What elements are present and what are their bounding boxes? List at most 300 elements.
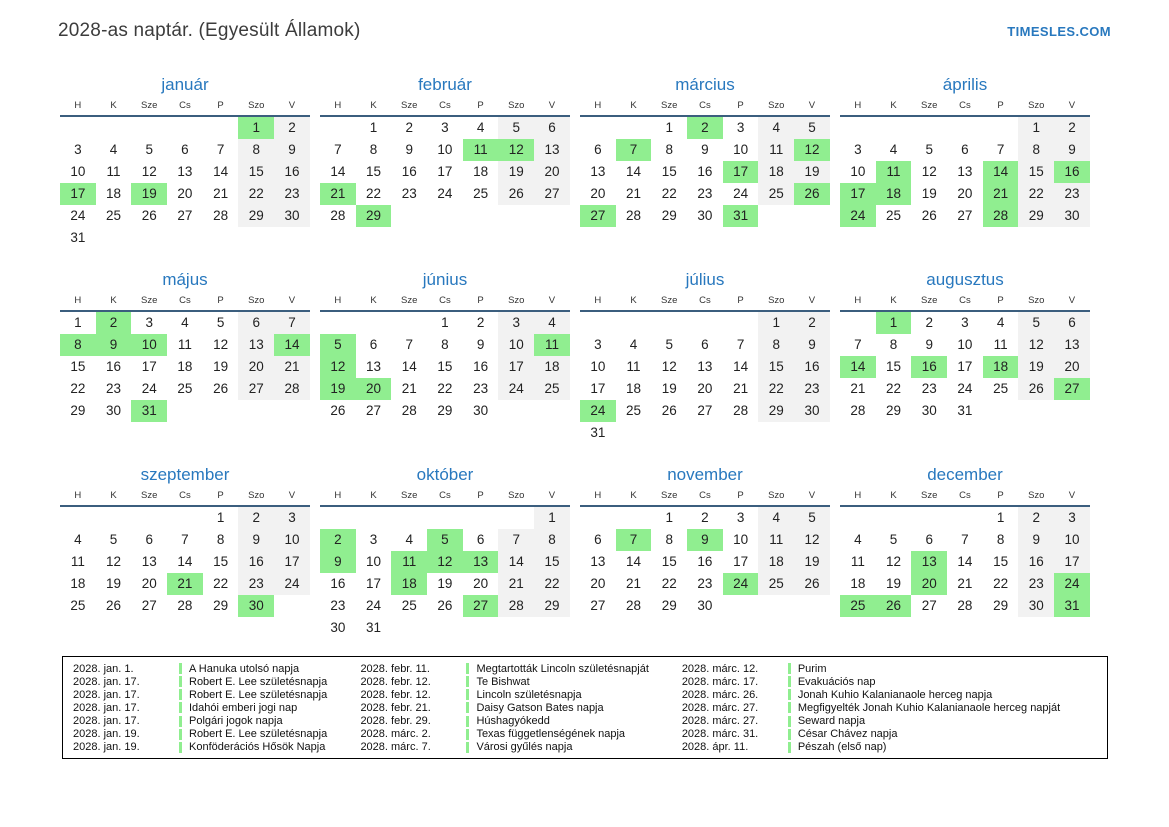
legend-date: 2028. febr. 21. [360,701,431,714]
legend-date: 2028. márc. 17. [681,675,759,688]
day-cell: 23 [274,183,310,205]
day-cell: 27 [957,208,973,223]
weekday-header: P [217,100,224,111]
day-cell: 13 [141,554,157,569]
day-cell: 5 [320,334,356,356]
day-cell: 27 [590,598,606,613]
day-cell: 12 [794,139,830,161]
day-cell: 28 [177,598,193,613]
day-cell: 22 [534,573,570,595]
day-cell: 10 [131,334,167,356]
legend-label: Evakuációs nap [797,675,876,688]
day-cell: 18 [758,551,794,573]
legend-date: 2028. febr. 29. [360,715,431,728]
day-cell: 13 [957,164,973,179]
day-cell: 5 [498,117,534,139]
day-cell: 16 [1018,551,1054,573]
day-cell: 12 [320,356,356,378]
holiday-tick-icon [466,689,469,700]
holiday-tick-icon [466,663,469,674]
day-cell: 8 [665,532,673,547]
weekday-header: Szo [248,100,265,111]
weekday-header: Szo [768,490,785,501]
day-cell: 6 [701,337,709,352]
day-cell: 29 [661,208,677,223]
day-cell: 22 [70,381,86,396]
week-row [840,378,1090,400]
legend-row [358,688,679,701]
day-cell: 14 [401,359,417,374]
day-cell: 26 [213,381,229,396]
day-cell [274,227,310,249]
day-cell: 6 [594,142,602,157]
week-row [60,356,310,378]
day-cell: 16 [911,356,947,378]
day-cell [616,312,652,334]
weekday-header-row [840,488,1090,507]
day-cell: 2 [794,312,830,334]
day-cell [723,595,759,617]
day-cell: 4 [996,315,1005,330]
day-cell [463,507,499,529]
day-cell: 8 [216,532,225,547]
day-cell: 23 [1054,183,1090,205]
day-cell: 28 [626,208,642,223]
day-cell: 16 [473,359,489,374]
month-title: szeptember [140,465,230,484]
day-cell: 5 [665,337,673,352]
day-cell: 25 [758,573,794,595]
day-cell: 8 [369,142,378,157]
month-calendar [580,462,830,642]
day-cell: 26 [330,403,346,418]
day-cell: 9 [701,142,709,157]
weekday-header: P [217,295,224,306]
day-cell: 13 [177,164,193,179]
month-calendar [580,72,830,252]
day-cell: 5 [794,507,830,529]
weekday-header: Szo [1028,490,1045,501]
legend-label: Konföderációs Hősök Napja [189,741,326,754]
day-cell: 5 [925,142,933,157]
day-cell [320,312,356,334]
day-cell: 29 [758,400,794,422]
day-cell: 20 [957,186,973,201]
day-cell: 31 [1054,595,1090,617]
day-cell: 8 [441,337,449,352]
brand-link[interactable]: TIMESLES.COM [1007,24,1111,39]
day-cell: 8 [996,532,1005,547]
day-cell [758,595,794,617]
week-row [580,183,830,205]
day-cell: 9 [96,334,132,356]
weekday-header: Szo [248,295,265,306]
day-cell: 18 [626,381,642,396]
day-cell: 16 [106,359,122,374]
week-row [840,205,1090,227]
legend-date: 2028. febr. 12. [360,688,431,701]
day-cell: 14 [957,554,973,569]
legend-row [358,715,679,728]
weekday-header: Cs [439,490,451,501]
day-cell [1018,400,1054,422]
day-cell [203,227,239,249]
week-row [840,117,1090,139]
day-cell [463,205,499,227]
day-cell: 1 [238,117,274,139]
day-cell: 26 [106,598,122,613]
day-cell: 19 [498,161,534,183]
day-cell: 19 [886,576,902,591]
weekday-header: Cs [699,490,711,501]
day-cell: 11 [758,139,794,161]
day-cell: 29 [437,403,453,418]
day-cell: 16 [274,161,310,183]
day-cell: 9 [925,337,933,352]
legend-row [71,688,358,701]
weekday-header: K [370,100,377,111]
holiday-tick-icon [788,676,791,687]
day-cell [687,422,723,444]
day-cell [238,227,274,249]
week-row [60,161,310,183]
legend-row [71,741,358,754]
day-cell: 30 [921,403,937,418]
weekday-header: V [288,100,296,111]
day-cell: 30 [238,595,274,617]
day-cell [498,205,534,227]
day-cell: 27 [697,403,713,418]
day-cell: 7 [216,142,225,157]
weekday-header-row [320,488,570,507]
weekday-header: Sze [921,100,938,111]
day-cell: 16 [697,554,713,569]
week-row [320,595,570,617]
weekday-header: V [808,100,816,111]
day-cell [131,117,167,139]
holiday-tick-icon [788,663,791,674]
weekday-header: H [74,295,82,306]
day-cell: 4 [854,532,862,547]
weekday-header: K [370,490,377,501]
month-calendar [320,267,570,447]
week-row [60,573,310,595]
day-cell: 14 [840,356,876,378]
legend-date: 2028. márc. 27. [681,715,759,728]
day-cell: 27 [580,205,616,227]
day-cell [356,507,392,529]
day-cell [911,117,947,139]
day-cell [274,595,310,617]
day-cell: 29 [661,598,677,613]
day-cell: 8 [1018,139,1054,161]
day-cell: 7 [405,337,413,352]
day-cell [758,205,794,227]
weekday-header: Szo [508,100,525,111]
day-cell: 3 [736,510,745,525]
day-cell: 12 [1018,334,1054,356]
weekday-header-row [60,98,310,117]
day-cell: 24 [840,205,876,227]
day-cell: 5 [794,117,830,139]
legend-label: Texas függetlenségének napja [476,728,626,741]
day-cell: 15 [1018,161,1054,183]
day-cell [427,507,463,529]
day-cell [60,507,96,529]
day-cell: 15 [886,359,902,374]
legend-date: 2028. febr. 12. [360,675,431,688]
day-cell: 26 [1018,378,1054,400]
day-cell: 10 [1054,529,1090,551]
week-row [320,529,570,551]
weekday-header: Szo [768,295,785,306]
day-cell: 1 [758,312,794,334]
day-cell [391,205,427,227]
weekday-header: Sze [661,295,678,306]
day-cell: 15 [661,164,677,179]
day-cell [947,507,983,529]
week-row [580,117,830,139]
month-calendar [60,267,310,447]
legend-date: 2028. jan. 17. [73,715,140,728]
weekday-header: V [808,295,816,306]
day-cell [391,507,427,529]
day-cell: 25 [177,381,193,396]
legend-row [680,741,1099,754]
day-cell: 26 [921,208,937,223]
day-cell: 1 [74,315,82,330]
month-calendar [320,462,570,642]
day-cell: 6 [145,532,153,547]
weekday-header: Sze [401,295,418,306]
day-cell: 23 [330,598,346,613]
day-cell: 12 [427,551,463,573]
day-cell [983,400,1019,422]
day-cell: 22 [661,576,677,591]
day-cell: 11 [626,359,641,374]
day-cell: 17 [723,161,759,183]
weekday-header: Cs [699,100,711,111]
legend-row [71,675,358,688]
day-cell: 6 [369,337,378,352]
day-cell: 30 [697,208,713,223]
day-cell: 8 [534,529,570,551]
weekday-header: H [854,295,862,306]
day-cell: 13 [911,551,947,573]
day-cell: 31 [957,403,973,418]
week-row [580,529,830,551]
day-cell: 5 [216,315,225,330]
day-cell: 19 [794,161,830,183]
day-cell: 12 [921,164,937,179]
day-cell: 1 [369,120,378,135]
day-cell: 29 [993,598,1009,613]
day-cell: 12 [498,139,534,161]
weekday-header: Cs [179,295,191,306]
month-title: november [667,465,743,484]
day-cell: 26 [141,208,157,223]
month-title: június [422,270,468,289]
day-cell: 26 [437,598,453,613]
weekday-header-row [60,293,310,312]
week-row [580,205,830,227]
day-cell: 21 [626,186,642,201]
day-cell: 24 [437,186,453,201]
day-cell: 27 [534,183,570,205]
day-cell: 23 [106,381,122,396]
day-cell: 31 [723,205,759,227]
day-cell: 25 [626,403,642,418]
day-cell [534,617,570,639]
day-cell: 24 [1054,573,1090,595]
day-cell: 6 [961,142,969,157]
legend-date: 2028. márc. 12. [681,662,759,675]
day-cell: 4 [181,315,189,330]
weekday-header: Szo [1028,100,1045,111]
day-cell: 21 [733,381,749,396]
weekday-header: H [594,295,602,306]
week-row [60,139,310,161]
week-row [580,139,830,161]
legend-row [71,662,358,675]
day-cell [320,117,356,139]
weekday-header: K [630,295,637,306]
weekday-header-row [580,488,830,507]
month-title: február [418,75,472,94]
day-cell: 21 [167,573,203,595]
week-row [580,334,830,356]
day-cell: 20 [356,378,392,400]
day-cell: 3 [961,315,969,330]
day-cell: 13 [1054,334,1090,356]
day-cell: 3 [594,337,602,352]
day-cell: 10 [590,359,606,374]
weekday-header: H [594,100,602,111]
day-cell: 13 [366,359,382,374]
legend-label: Purim [797,662,827,675]
legend-date: 2028. febr. 11. [360,662,430,675]
day-cell: 15 [661,554,677,569]
day-cell [498,617,534,639]
day-cell: 23 [238,573,274,595]
day-cell: 17 [733,554,749,569]
day-cell: 4 [758,117,794,139]
weekday-header: K [110,295,117,306]
week-row [320,139,570,161]
day-cell [96,507,132,529]
week-row [320,573,570,595]
day-cell: 23 [697,576,713,591]
weekday-header: Sze [921,295,938,306]
week-row [840,507,1090,529]
day-cell: 7 [274,312,310,334]
day-cell: 3 [274,507,310,529]
day-cell: 16 [794,356,830,378]
day-cell: 6 [594,532,602,547]
legend-label: César Chávez napja [797,728,898,741]
day-cell: 16 [238,551,274,573]
weekday-header: H [334,490,342,501]
day-cell: 30 [274,205,310,227]
day-cell: 29 [1018,205,1054,227]
weekday-header: Cs [179,100,191,111]
day-cell: 10 [850,164,866,179]
legend-date: 2028. márc. 7. [360,741,431,754]
day-cell: 22 [993,576,1009,591]
day-cell: 25 [886,208,902,223]
month-title: április [942,75,988,94]
weekday-header: K [630,490,637,501]
day-cell: 3 [145,315,153,330]
legend-row [680,701,1099,714]
holiday-tick-icon [788,689,791,700]
day-cell [274,400,310,422]
day-cell: 27 [177,208,193,223]
day-cell: 1 [876,312,912,334]
day-cell: 30 [1018,595,1054,617]
day-cell: 30 [1054,205,1090,227]
legend-label: Jonah Kuhio Kalanianaole herceg napja [797,688,993,701]
legend-column [71,662,358,754]
day-cell: 18 [850,576,866,591]
day-cell [167,227,203,249]
weekday-header: V [548,490,556,501]
legend-date: 2028. jan. 17. [73,701,140,714]
weekday-header: V [548,295,556,306]
day-cell: 10 [733,142,749,157]
weekday-header: Szo [248,490,265,501]
day-cell: 22 [661,186,677,201]
weekday-header-row [60,488,310,507]
day-cell: 24 [70,208,86,223]
weekday-header: H [74,100,82,111]
day-cell: 29 [534,595,570,617]
day-cell: 6 [1054,312,1090,334]
day-cell: 8 [889,337,898,352]
day-cell: 14 [626,554,642,569]
day-cell: 20 [177,186,193,201]
weekday-header: V [808,490,816,501]
month-calendar [840,462,1090,642]
day-cell [840,507,876,529]
day-cell: 2 [476,315,485,330]
day-cell: 7 [616,139,652,161]
week-row [60,312,310,334]
legend-label: Robert E. Lee születésnapja [189,675,328,688]
weekday-header: V [288,490,296,501]
day-cell: 28 [626,598,642,613]
legend-label: Polgári jogok napja [189,715,283,728]
day-cell [427,617,463,639]
month-title: március [675,75,735,94]
day-cell: 17 [141,359,157,374]
day-cell: 25 [401,598,417,613]
weekday-header: K [890,490,897,501]
day-cell [876,117,912,139]
day-cell: 7 [181,532,189,547]
week-row [840,139,1090,161]
legend-date: 2028. márc. 27. [681,701,759,714]
weekday-header: V [1068,295,1076,306]
day-cell: 13 [534,139,570,161]
week-row [840,161,1090,183]
week-row [840,334,1090,356]
weekday-header: V [1068,100,1076,111]
weekday-header-row [580,293,830,312]
week-row [320,617,570,639]
day-cell: 24 [580,400,616,422]
week-row [580,595,830,617]
